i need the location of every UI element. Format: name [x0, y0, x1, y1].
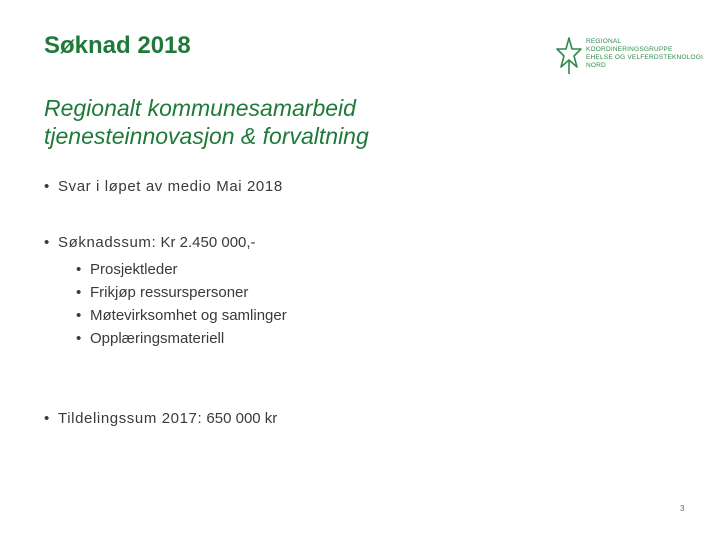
bullet-dot: • [44, 234, 50, 251]
bullet-value: Kr 2.450 000,- [156, 234, 256, 251]
sub-bullet-item: • Prosjektleder [76, 261, 178, 278]
bullet-value: 650 000 kr [202, 410, 278, 427]
slide-title: Søknad 2018 [44, 32, 191, 59]
bullet-response-time [44, 178, 283, 195]
star-logo-icon [556, 36, 582, 76]
subtitle-line-2: tjenesteinnovasjon & forvaltning [44, 123, 369, 149]
logo-text [586, 38, 703, 70]
bullet-label: Søknadssum: [58, 234, 157, 251]
sub-bullet-item: • Møtevirksomhet og samlinger [76, 307, 287, 324]
page-number: 3 [680, 504, 685, 513]
bullet-grant-amount [44, 410, 277, 427]
logo-line-2: KOORDINERINGSGRUPPE [586, 46, 673, 53]
bullet-label: Tildelingssum 2017: [58, 410, 203, 427]
bullet-dot: • [44, 410, 50, 427]
bullet-application-amount [44, 234, 256, 251]
bullet-dot: • [44, 178, 50, 195]
sub-bullet-item: • Frikjøp ressurspersoner [76, 284, 249, 301]
sub-bullet-list [76, 258, 287, 350]
logo-line-3: EHELSE OG VELFERDSTEKNOLOGI [586, 54, 704, 61]
sub-bullet-item: • Opplæringsmateriell [76, 330, 225, 347]
organization-logo [556, 34, 704, 78]
logo-line-1: REGIONAL [586, 38, 622, 45]
subtitle-line-1: Regionalt kommunesamarbeid [44, 95, 356, 121]
bullet-text: Svar i løpet av medio Mai 2018 [58, 178, 283, 195]
slide-subtitle [44, 94, 504, 150]
logo-line-4: NORD [586, 62, 606, 69]
